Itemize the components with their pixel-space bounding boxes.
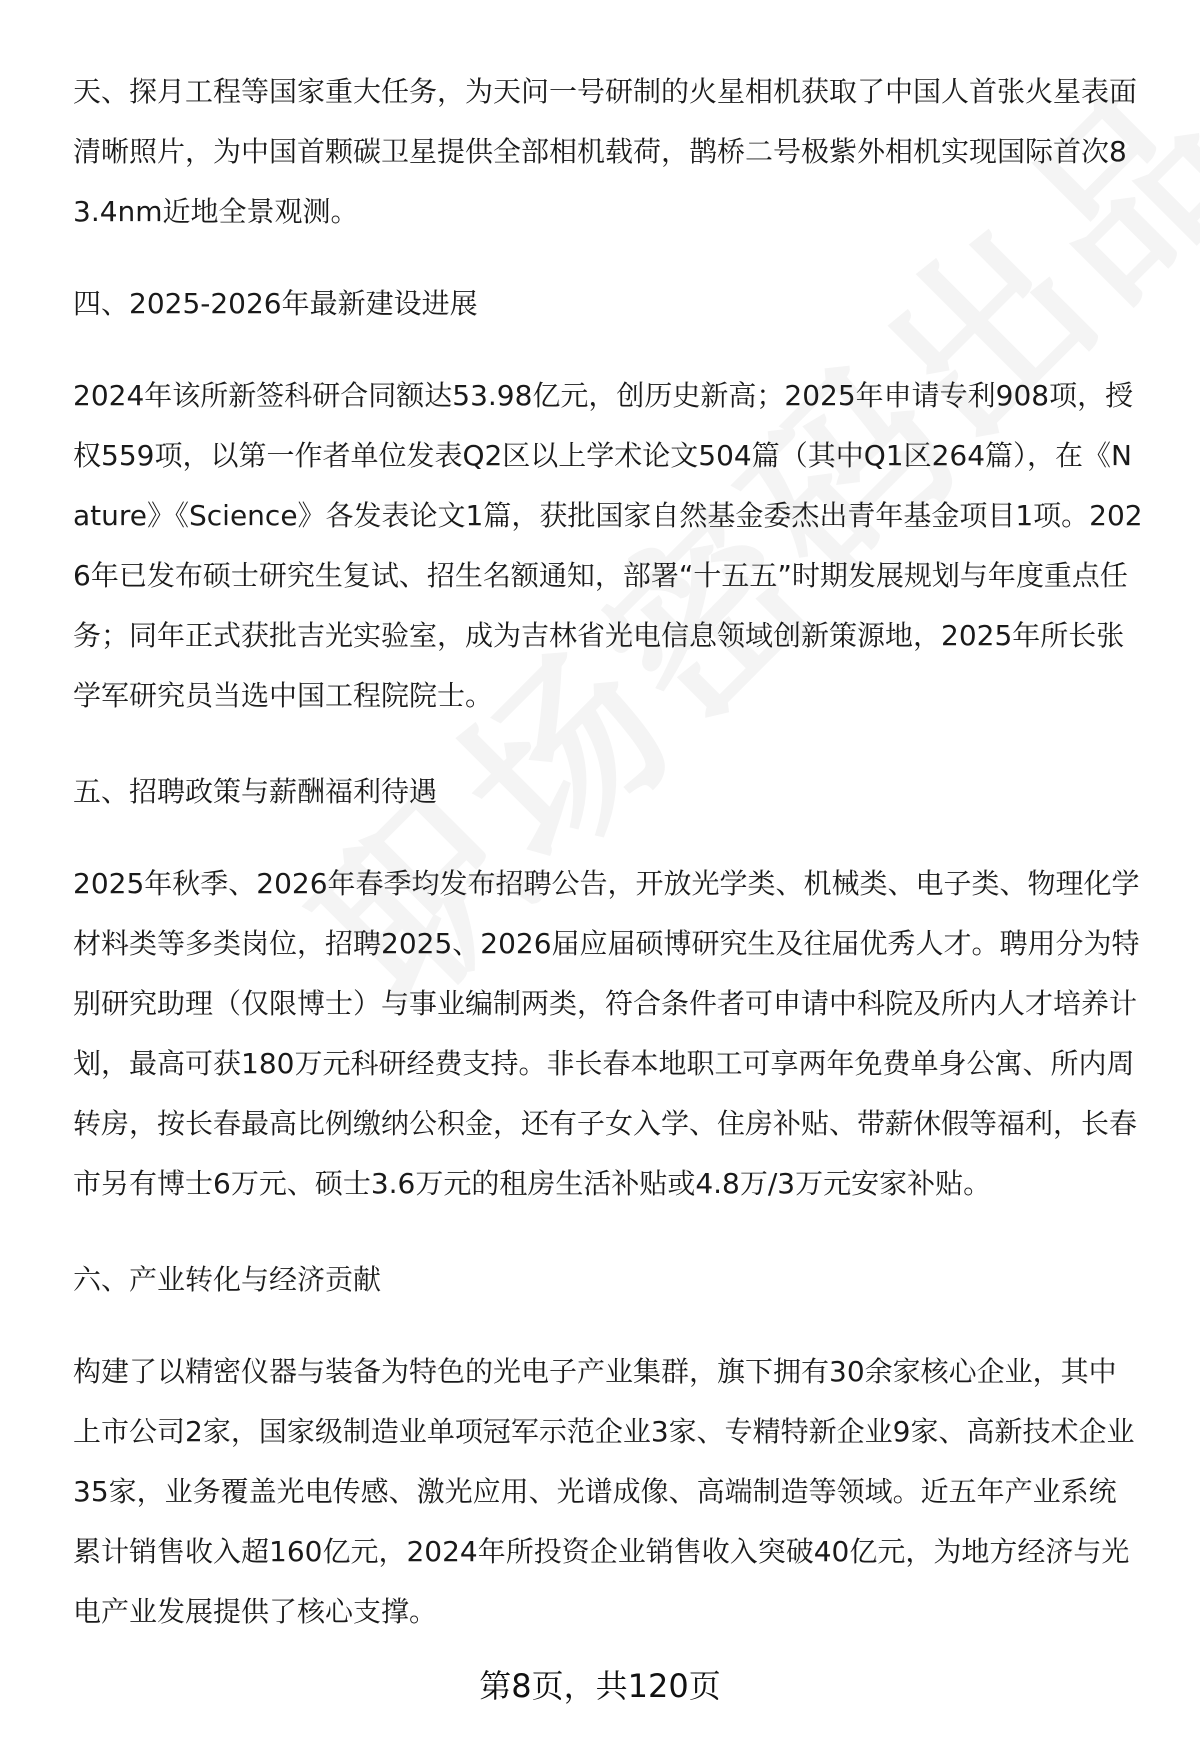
paragraph-section-4: 2024年该所新签科研合同额达53.98亿元，创历史新高；2025年申请专利908项，授权559项，以第一作者单位发表Q2区以上学术论文504篇（其中Q1区264篇），在《Nature》《Science》各发表论文1篇，获批国家自然基金委杰出青年基金项目1项。2026年已发布硕士研究生复试、招生名额通知，部署“十五五”时期发展规划与年度重点任务；同年正式获批吉光实验室，成为吉林省光电信息领域创新策源地，2025年所长张学军研究员当选中国工程院院士。	[73, 379, 1143, 712]
page-number: 第8页，共120页	[479, 1667, 721, 1705]
paragraph-continuation: 天、探月工程等国家重大任务，为天问一号研制的火星相机获取了中国人首张火星表面清晰照片，为中国首颗碳卫星提供全部相机载荷，鹊桥二号极紫外相机实现国际首次83.4nm近地全景观测。	[73, 75, 1138, 228]
paragraph-section-6: 构建了以精密仪器与装备为特色的光电子产业集群，旗下拥有30余家核心企业，其中上市公司2家，国家级制造业单项冠军示范企业3家、专精特新企业9家、高新技术企业35家，业务覆盖光电传感、激光应用、光谱成像、高端制造等领域。近五年产业系统累计销售收入超160亿元，2024年所投资企业销售收入突破40亿元，为地方经济与光电产业发展提供了核心支撑。	[73, 1355, 1135, 1628]
section-heading-6: 六、产业转化与经济贡献	[73, 1263, 382, 1296]
section-heading-4: 四、2025-2026年最新建设进展	[73, 287, 478, 320]
section-heading-5: 五、招聘政策与薪酬福利待遇	[73, 775, 438, 808]
paragraph-section-5: 2025年秋季、2026年春季均发布招聘公告，开放光学类、机械类、电子类、物理化学材料类等多类岗位，招聘2025、2026届应届硕博研究生及往届优秀人才。聘用分为特别研究助理（仅限博士）与事业编制两类，符合条件者可申请中科院及所内人才培养计划，最高可获180万元科研经费支持。非长春本地职工可享两年免费单身公寓、所内周转房，按长春最高比例缴纳公积金，还有子女入学、住房补贴、带薪休假等福利，长春市另有博士6万元、硕士3.6万元的租房生活补贴或4.8万/3万元安家补贴。	[73, 867, 1140, 1200]
document-body	[73, 62, 1143, 1678]
